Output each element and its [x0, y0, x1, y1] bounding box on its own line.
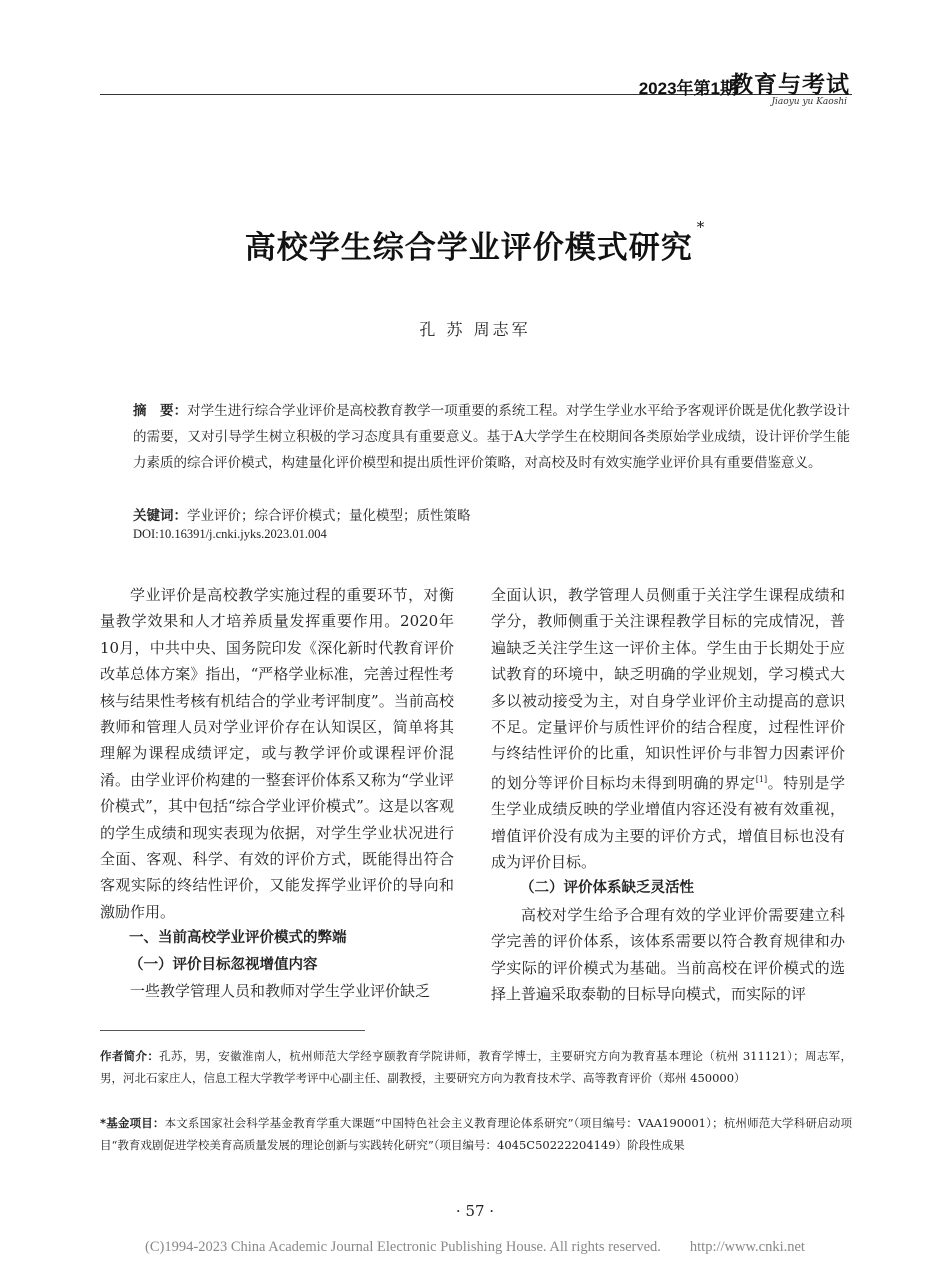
paragraph-part: 。特别是学生学业成绩反映的学业增值内容还没有被有效重视，增值评价没有成为主要的评价方式，增值目标也没有成为评价目标。	[491, 773, 845, 872]
abstract	[133, 398, 850, 476]
citation-ref[interactable]: [1]	[755, 774, 768, 784]
doi: DOI:10.16391/j.cnki.jyks.2023.01.004	[133, 527, 327, 541]
author-footnote	[100, 1045, 852, 1089]
copyright-line: (C)1994-2023 China Academic Journal Electronic Publishing House. All rights reserved. http://www.cnki.net	[145, 1239, 805, 1255]
journal-pinyin: Jiaoyu yu Kaoshi	[771, 97, 847, 107]
authors: 孔 苏 周志军	[419, 320, 531, 339]
abstract-text: 对学生进行综合学业评价是高校教育教学一项重要的系统工程。对学生学业水平给予客观评价既是优化教学设计的需要，又对引导学生树立积极的学习态度具有重要意义。基于A大学学生在校期间各类原始学业成绩，设计评价学生能力素质的综合评价模式，构建量化评价模型和提出质性评价策略，对高校及时有效实施学业评价具有重要借鉴意义。	[133, 403, 851, 471]
section-heading: 一、当前高校学业评价模式的弊端	[129, 930, 347, 947]
title-footnote-mark: *	[696, 218, 706, 236]
author-footnote-label: 作者简介：	[100, 1049, 160, 1063]
paragraph: 学业评价是高校教学实施过程的重要环节，对衡量教学效果和人才培养质量发挥重要作用。2020年10月，中共中央、国务院印发《深化新时代教育评价改革总体方案》指出，“严格学业标准，完善过程性考核与结果性考核有机结合的学业考评制度”。当前高校教师和管理人员对学业评价存在认知误区，简单将其理解为课程成绩评定，或与教学评价或课程评价混淆。由学业评价构建的一整套评价体系又称为“学业评价模式”，其中包括“综合学业评价模式”。这是以客观的学生成绩和现实表现为依据，对学生学业状况进行全面、客观、科学、有效的评价方式，既能得出符合客观实际的终结性评价，又能发挥学业评价的导向和激励作用。	[100, 586, 454, 921]
fund-footnote	[100, 1112, 852, 1156]
keywords-text: 学业评价；综合评价模式；量化模型；质性策略	[187, 508, 471, 524]
keywords-label: 关键词：	[133, 508, 187, 524]
journal-name: 教育与考试	[730, 71, 850, 98]
paragraph: 高校对学生给予合理有效的学业评价需要建立科学完善的评价体系，该体系需要以符合教育规律和办学实际的评价模式为基础。当前高校在评价模式的选择上普遍采取泰勒的目标导向模式，而实际的评	[491, 905, 845, 1004]
author-footnote-text: 孔苏，男，安徽淮南人，杭州师范大学经亨颐教育学院讲师，教育学博士，主要研究方向为教育基本理论（杭州 311121）；周志军，男，河北石家庄人，信息工程大学教学考评中心副主任、副教授，主要研究方向为教育技术学、高等教育评价（郑州 450000）	[100, 1049, 852, 1085]
paragraph: 一些教学管理人员和教师对学生学业评价缺乏	[130, 982, 431, 1001]
fund-footnote-label: *基金项目：	[100, 1116, 165, 1130]
subsection-heading: （二）评价体系缺乏灵活性	[520, 880, 694, 897]
paragraph	[491, 582, 845, 875]
body-column-right	[491, 582, 845, 1008]
keywords	[133, 504, 471, 524]
page-number: · 57 ·	[455, 1202, 495, 1220]
issue-label: 2023年第1期	[638, 79, 737, 98]
footnote-rule	[100, 1030, 365, 1031]
body-column-left	[100, 582, 454, 1005]
abstract-label: 摘 要：	[133, 403, 188, 419]
fund-footnote-text: 本文系国家社会科学基金教育学重大课题“中国特色社会主义教育理论体系研究”（项目编号：VAA190001）；杭州师范大学科研启动项目“教育戏剧促进学校美育高质量发展的理论创新与实践转化研究”（项目编号：4045C50222204149）阶段性成果	[100, 1116, 853, 1152]
title-text: 高校学生综合学业评价模式研究	[244, 230, 693, 266]
paragraph-part: 全面认识，教学管理人员侧重于关注学生课程成绩和学分，教师侧重于关注课程教学目标的完成情况，普遍缺乏关注学生这一评价主体。学生由于长期处于应试教育的环境中，缺乏明确的学业规划，学习模式大多以被动接受为主，对自身学业评价主动提高的意识不足。定量评价与质性评价的结合程度，过程性评价与终结性评价的比重，知识性评价与非智力因素评价的划分等评价目标均未得到明确的界定	[491, 586, 845, 792]
subsection-heading: （一）评价目标忽视增值内容	[129, 956, 318, 973]
article-title	[0, 218, 950, 267]
